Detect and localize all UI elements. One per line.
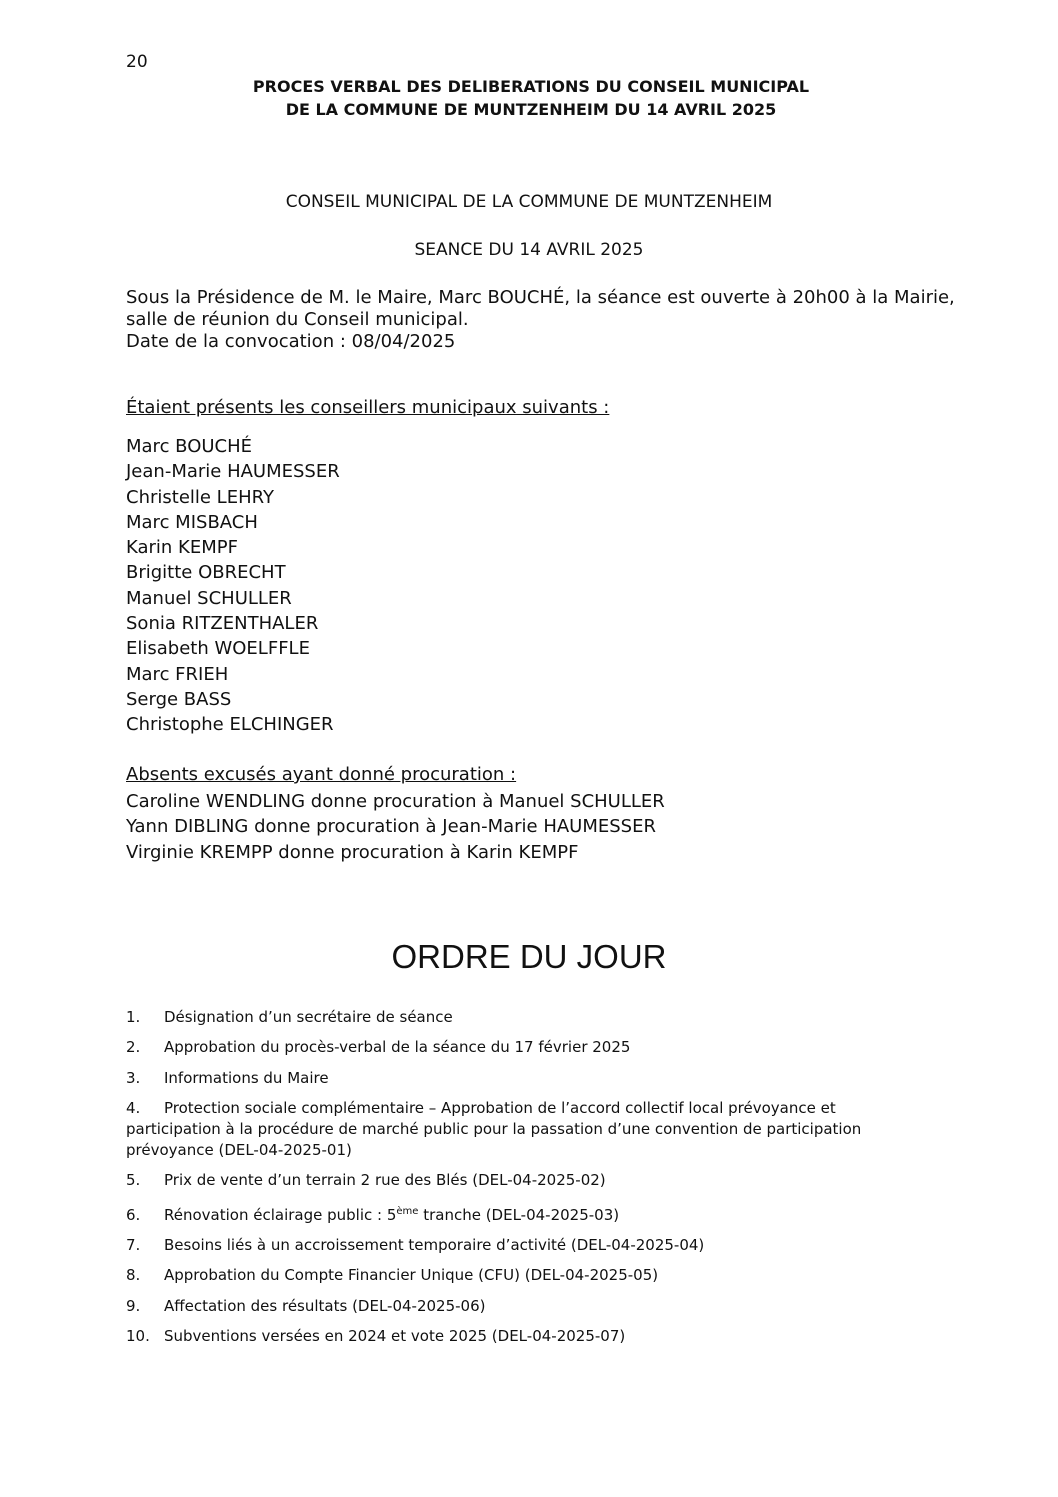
agenda-item [126,1068,926,1089]
list-item: Yann DIBLING donne procuration à Jean-Marie HAUMESSER [126,816,656,838]
council-title: CONSEIL MUNICIPAL DE LA COMMUNE DE MUNTZENHEIM [285,192,773,212]
agenda-item [126,1037,926,1058]
document-header [0,75,1058,121]
agenda-item-number: 10. [126,1326,150,1345]
agenda-item [126,1265,926,1286]
agenda-item [126,1098,926,1161]
list-item: Christelle LEHRY [126,486,274,508]
list-item: Caroline WENDLING donne procuration à Manuel SCHULLER [126,791,665,812]
present-members-list [126,434,340,738]
agenda-item-text-start: Rénovation éclairage public : 5 [164,1205,397,1224]
list-item: Sonia RITZENTHALER [126,613,319,635]
agenda-item-number: 9. [126,1296,141,1315]
agenda-item-number: 6. [126,1205,141,1224]
agenda-item [126,1235,926,1256]
agenda-item-text: Besoins liés à un accroissement temporaire d’activité (DEL-04-2025-04) [164,1235,705,1254]
agenda-item-superscript: ème [396,1205,419,1217]
page-number: 20 [126,52,148,72]
agenda-item-text: Approbation du procès-verbal de la séance du 17 février 2025 [164,1038,631,1057]
list-item: Virginie KREMPP donne procuration à Karin KEMPF [126,841,579,863]
agenda-item-text: Approbation du Compte Financier Unique (CFU) (DEL-04-2025-05) [164,1266,659,1285]
list-item: Christophe ELCHINGER [126,714,334,736]
list-item: Manuel SCHULLER [126,587,292,609]
agenda-title: ORDRE DU JOUR [391,938,667,975]
agenda-item-text: Informations du Maire [164,1068,329,1087]
list-item: Brigitte OBRECHT [126,562,286,584]
intro-line-2: salle de réunion du Conseil municipal. [126,309,469,330]
agenda-item [126,1007,926,1028]
agenda-item-number: 4. [126,1098,141,1117]
list-item: Jean-Marie HAUMESSER [126,461,340,483]
present-heading: Étaient présents les conseillers municipaux suivants : [126,397,610,418]
intro-line-3: Date de la convocation : 08/04/2025 [126,331,456,352]
agenda-item-text-end: tranche (DEL-04-2025-03) [418,1205,620,1224]
agenda-item-number: 2. [126,1038,141,1057]
agenda-item [126,1170,926,1191]
session-title: SEANCE DU 14 AVRIL 2025 [414,240,644,260]
agenda-item-number: 3. [126,1068,141,1087]
intro-line-1: Sous la Présidence de M. le Maire, Marc BOUCHÉ, la séance est ouverte à 20h00 à la Mairie, [126,287,955,308]
agenda-item-number: 7. [126,1235,141,1254]
agenda-item-text: Protection sociale complémentaire – Approbation de l’accord collectif local prévoyance et participation à la procédure de marché public pour la passation d’une convention de participation prévoyance (DEL-04-2025-01) [126,1098,862,1159]
absent-heading: Absents excusés ayant donné procuration : [126,764,517,785]
agenda-item [126,1326,926,1347]
agenda-list [126,1007,926,1356]
agenda-item [126,1201,926,1226]
header-line-1: PROCES VERBAL DES DELIBERATIONS DU CONSEIL MUNICIPAL [252,77,810,96]
list-item: Marc FRIEH [126,663,229,685]
agenda-item-number: 8. [126,1266,141,1285]
agenda-item-text: Prix de vente d’un terrain 2 rue des Blés (DEL-04-2025-02) [164,1171,606,1190]
intro-paragraph [126,287,956,353]
agenda-item-text: Désignation d’un secrétaire de séance [164,1008,453,1026]
agenda-item-text: Affectation des résultats (DEL-04-2025-06) [164,1296,486,1315]
list-item: Karin KEMPF [126,537,238,559]
header-line-2: DE LA COMMUNE DE MUNTZENHEIM DU 14 AVRIL 2025 [285,100,777,119]
agenda-item [126,1296,926,1317]
agenda-item-number: 5. [126,1171,141,1190]
list-item: Marc BOUCHÉ [126,436,253,457]
list-item: Marc MISBACH [126,511,258,533]
agenda-item-text: Subventions versées en 2024 et vote 2025 (DEL-04-2025-07) [164,1326,626,1345]
absent-proxies-list [126,789,665,865]
agenda-item-number: 1. [126,1008,141,1026]
list-item: Elisabeth WOELFFLE [126,638,310,660]
list-item: Serge BASS [126,688,232,710]
